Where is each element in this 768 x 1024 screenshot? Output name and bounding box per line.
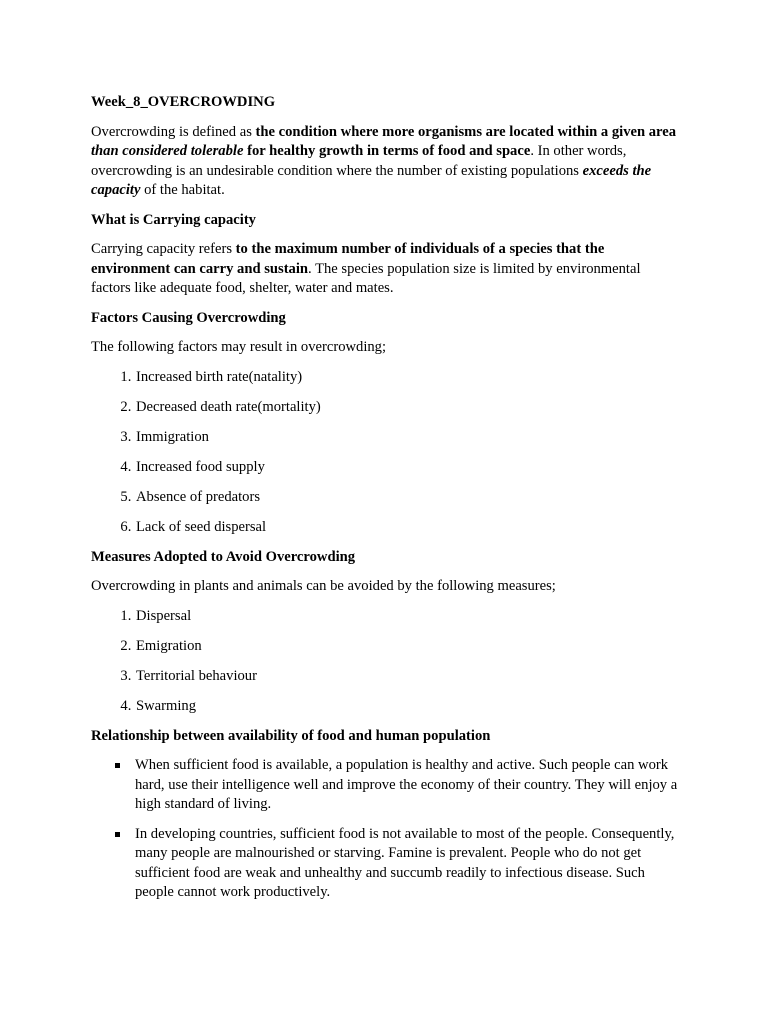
factors-list-item: 4. Increased food supply — [135, 458, 681, 478]
intro-bold-2: for healthy growth in terms of food and space — [243, 143, 531, 159]
factors-list — [91, 368, 681, 538]
factors-intro: The following factors may result in overcrowding; — [91, 339, 387, 355]
measures-list-item: 1. Dispersal — [135, 607, 681, 627]
factors-list-item: 1. Increased birth rate(natality) — [135, 368, 681, 388]
square-bullet-icon — [115, 832, 120, 837]
document-body — [91, 93, 681, 913]
measures-list-item: 3. Territorial behaviour — [135, 667, 681, 687]
carrying-capacity-heading: What is Carrying capacity — [91, 211, 256, 228]
relationship-heading: Relationship between availability of food and human population — [91, 727, 491, 744]
relationship-bullet-text: In developing countries, sufficient food is not available to most of the people. Consequently, many people are malnourished or starving. Famine is prevalent. People who do not get sufficient food are weak and unhealthy and succumb readily to infectious disease. Such people cannot work productively. — [135, 825, 675, 900]
relationship-bullet-text: When sufficient food is available, a population is healthy and active. Such people can work hard, use their intelligence well and improve the economy of their country. They will enjoy a high standard of living. — [135, 757, 678, 812]
relationship-bullet-item — [135, 756, 681, 815]
relationship-bullet-list — [91, 756, 681, 903]
carrying-text-1: Carrying capacity refers — [91, 241, 236, 257]
intro-paragraph — [91, 123, 681, 201]
measures-list — [91, 607, 681, 717]
factors-heading: Factors Causing Overcrowding — [91, 309, 286, 326]
factors-list-item: 6. Lack of seed dispersal — [135, 518, 681, 538]
measures-list-item: 2. Emigration — [135, 637, 681, 657]
carrying-bold-1: to the maximum number of individuals of a species that the environment can carry and sustain — [91, 241, 605, 277]
intro-bold-italic-2: exceeds the capacity — [91, 162, 652, 198]
document-title: Week_8_OVERCROWDING — [91, 94, 276, 110]
factors-list-item: 5. Absence of predators — [135, 488, 681, 508]
intro-text-1: Overcrowding is defined as — [91, 123, 256, 140]
carrying-capacity-paragraph — [91, 240, 681, 299]
intro-bold-1: the condition where more organisms are located within a given area — [255, 123, 677, 140]
factors-list-item: 3. Immigration — [135, 428, 681, 448]
factors-list-item: 2. Decreased death rate(mortality) — [135, 398, 681, 418]
relationship-bullet-item — [135, 825, 681, 903]
intro-text-3: of the habitat. — [140, 182, 225, 198]
square-bullet-icon — [115, 763, 120, 768]
carrying-text-2: . The species population size is limited by environmental factors like adequate food, shelter, water and mates. — [91, 260, 641, 296]
intro-text-2: . In other words, overcrowding is an undesirable condition where the number of existing populations — [91, 143, 627, 179]
measures-list-item: 4. Swarming — [135, 697, 681, 717]
measures-intro: Overcrowding in plants and animals can be avoided by the following measures; — [91, 578, 556, 594]
intro-bold-italic-1: than considered tolerable — [91, 143, 244, 159]
measures-heading: Measures Adopted to Avoid Overcrowding — [91, 548, 356, 565]
